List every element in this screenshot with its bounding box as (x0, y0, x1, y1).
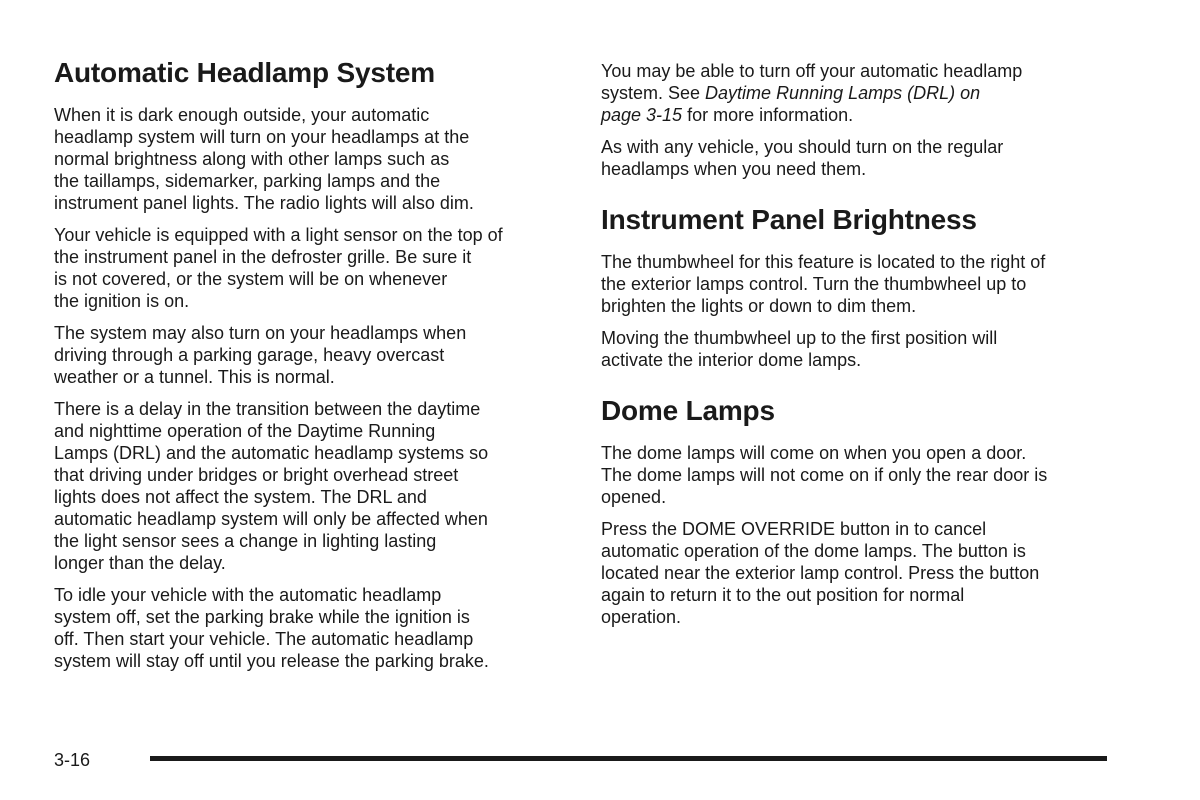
page-number: 3-16 (54, 750, 91, 770)
footer-rule (150, 756, 1107, 761)
paragraph: Moving the thumbwheel up to the first position will activate the interior dome lamps. (601, 328, 998, 370)
heading-dome-lamps: Dome Lamps (601, 395, 775, 426)
drl-text-before: You may be able to turn off your automatic headlamp system. See (601, 61, 1023, 103)
left-column (54, 0, 562, 682)
right-column (601, 0, 1109, 638)
paragraph: The system may also turn on your headlamps when driving through a parking garage, heavy overcast weather or a tunnel. This is normal. (54, 323, 467, 387)
heading-automatic-headlamp-system: Automatic Headlamp System (54, 57, 435, 88)
paragraph: When it is dark enough outside, your automatic headlamp system will turn on your headlamps at the normal brightness along with other lamps such as the taillamps, sidemarker, parking lamps and the instrument panel lights. The radio lights will also dim. (54, 105, 474, 213)
drl-cross-reference: Daytime Running Lamps (DRL) on page 3-15 (601, 83, 981, 125)
paragraph: Press the DOME OVERRIDE button in to cancel automatic operation of the dome lamps. The button is located near the exterior lamp control. Press the button again to return it to the out position for normal operation. (601, 519, 1040, 627)
paragraph: The dome lamps will come on when you open a door. The dome lamps will not come on if only the rear door is opened. (601, 443, 1048, 507)
paragraph: Your vehicle is equipped with a light sensor on the top of the instrument panel in the defroster grille. Be sure it is not covered, or the system will be on whenever the ignition is on. (54, 225, 503, 311)
drl-reference-paragraph (601, 60, 1109, 126)
paragraph: As with any vehicle, you should turn on the regular headlamps when you need them. (601, 137, 1004, 179)
paragraph: To idle your vehicle with the automatic headlamp system off, set the parking brake while the ignition is off. Then start your vehicle. The automatic headlamp system will stay off until you release the parking brake. (54, 585, 489, 671)
paragraph: The thumbwheel for this feature is located to the right of the exterior lamps control. Turn the thumbwheel up to brighten the lights or down to dim them. (601, 252, 1046, 316)
heading-instrument-panel-brightness: Instrument Panel Brightness (601, 204, 977, 235)
paragraph: There is a delay in the transition between the daytime and nighttime operation of the Daytime Running Lamps (DRL) and the automatic headlamp systems so that driving under bridges or bright overhead street lights does not affect the system. The DRL and automatic headlamp system will only be affected when the light sensor sees a change in lighting lasting longer than the delay. (54, 399, 489, 573)
drl-text-after: for more information. (682, 105, 854, 125)
